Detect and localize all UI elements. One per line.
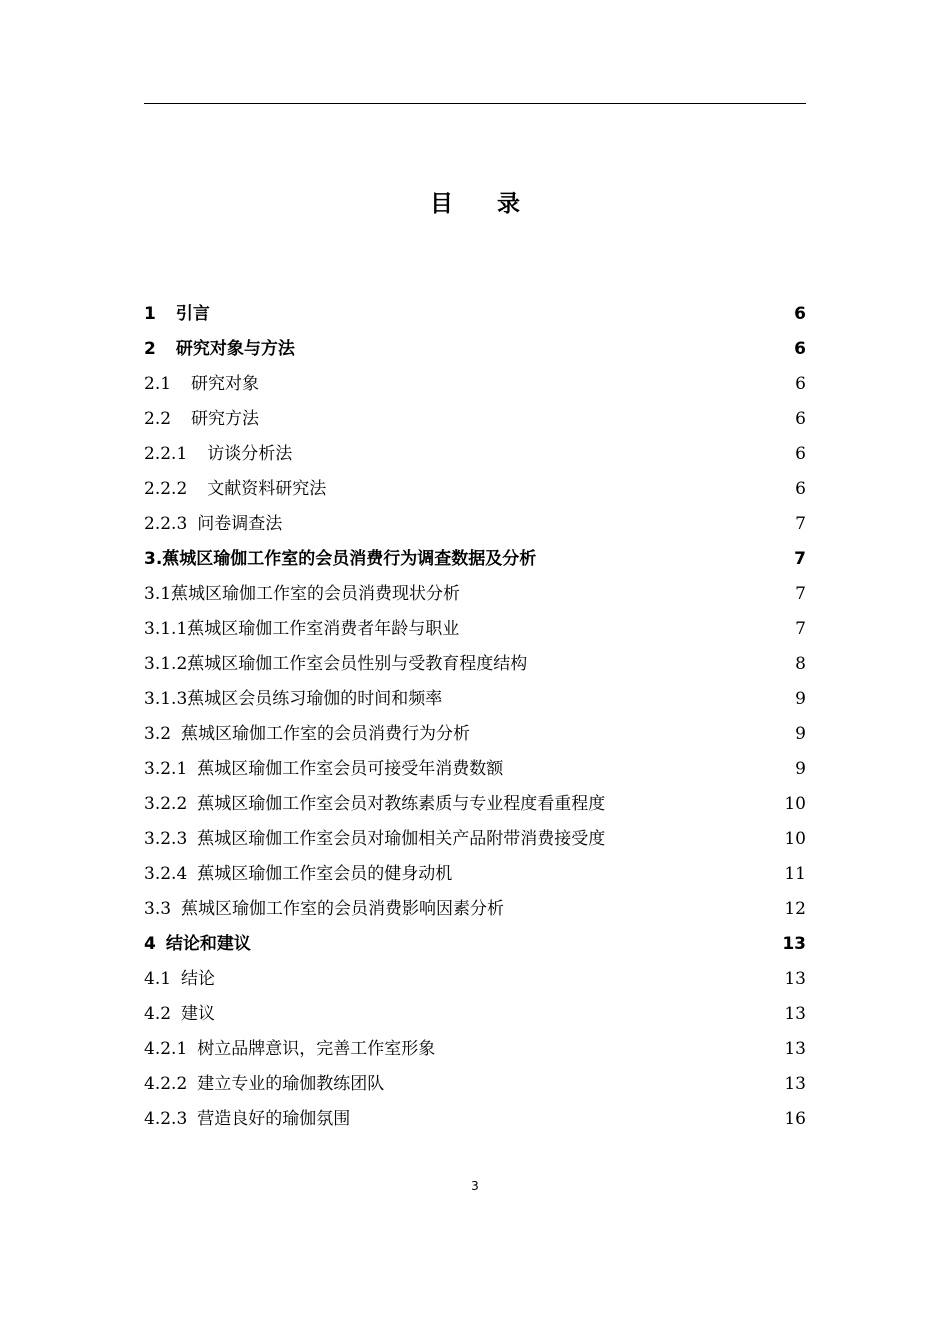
toc-entry-number: 3.1.2 — [144, 654, 188, 674]
toc-entry-heading — [144, 1102, 350, 1137]
toc-entry-heading — [144, 787, 605, 822]
toc-entry-heading — [144, 752, 503, 787]
toc-entry[interactable] — [144, 717, 806, 752]
toc-entry-heading — [144, 892, 504, 927]
toc-entry-heading — [144, 962, 215, 997]
toc-entry-number: 3.2.4 — [144, 864, 188, 884]
toc-entry-heading — [144, 367, 259, 402]
toc-entry-title: 营造良好的瑜伽氛围 — [197, 1109, 351, 1129]
toc-entry-heading — [144, 332, 295, 367]
toc-entry-number: 3.2.3 — [144, 829, 188, 849]
toc-entry-heading — [144, 647, 527, 682]
toc-entry[interactable] — [144, 787, 806, 822]
toc-entry-number: 2.1 — [144, 374, 172, 394]
toc-entry-number: 2.2.3 — [144, 514, 188, 534]
toc-entry-title: 蕉城区瑜伽工作室的会员消费行为调查数据及分析 — [162, 549, 537, 569]
toc-entry-heading — [144, 857, 452, 892]
toc-entry[interactable] — [144, 1067, 806, 1102]
toc-entry-heading — [144, 402, 259, 437]
toc-entry-heading — [144, 437, 292, 472]
toc-entry[interactable] — [144, 542, 806, 577]
toc-entry-title: 树立品牌意识，完善工作室形象 — [197, 1039, 436, 1059]
toc-entry[interactable] — [144, 1102, 806, 1137]
toc-entry-title: 蕉城区瑜伽工作室会员对教练素质与专业程度看重程度 — [197, 794, 606, 814]
toc-entry-heading — [144, 472, 326, 507]
toc-entry-title: 蕉城区瑜伽工作室消费者年龄与职业 — [187, 619, 460, 639]
toc-entry-page: 16 — [784, 1109, 806, 1129]
toc-entry-page: 9 — [795, 689, 806, 709]
toc-entry-page: 12 — [784, 899, 806, 919]
toc-entry-page: 7 — [795, 584, 806, 604]
toc-entry[interactable] — [144, 997, 806, 1032]
toc-entry-heading — [144, 822, 605, 857]
toc-entry-page: 6 — [795, 479, 806, 499]
toc-entry-heading — [144, 682, 442, 717]
toc-entry-page: 7 — [795, 514, 806, 534]
toc-entry-page: 9 — [795, 759, 806, 779]
toc-entry-heading — [144, 542, 536, 577]
toc-entry-heading — [144, 612, 459, 647]
toc-entry-number: 3.2 — [144, 724, 172, 744]
toc-entry-page: 10 — [784, 829, 806, 849]
toc-entry-page: 6 — [795, 444, 806, 464]
toc-entry-page: 6 — [794, 304, 806, 324]
toc-entry[interactable] — [144, 472, 806, 507]
toc-entry-page: 10 — [784, 794, 806, 814]
toc-entry-number: 3.1 — [144, 584, 172, 604]
toc-entry-heading — [144, 1067, 384, 1102]
toc-entry[interactable] — [144, 612, 806, 647]
toc-entry-number: 4.2.3 — [144, 1109, 188, 1129]
toc-entry-heading — [144, 577, 460, 612]
toc-entry-number: 4.1 — [144, 969, 172, 989]
toc-entry-page: 7 — [794, 549, 806, 569]
table-of-contents — [144, 297, 806, 1137]
toc-entry[interactable] — [144, 927, 806, 962]
toc-entry-number: 3. — [144, 549, 163, 569]
toc-entry-title: 研究对象 — [191, 374, 260, 394]
toc-entry-title: 文献资料研究法 — [207, 479, 327, 499]
page-number: 3 — [471, 1179, 479, 1193]
toc-entry-number: 4.2.1 — [144, 1039, 188, 1059]
toc-entry-title: 结论和建议 — [165, 934, 251, 954]
toc-entry[interactable] — [144, 367, 806, 402]
toc-entry-title: 蕉城区瑜伽工作室会员对瑜伽相关产品附带消费接受度 — [197, 829, 606, 849]
toc-entry[interactable] — [144, 437, 806, 472]
toc-entry-title: 蕉城区瑜伽工作室的会员消费行为分析 — [181, 724, 471, 744]
toc-entry-number: 2.2.2 — [144, 479, 188, 499]
toc-entry-page: 9 — [795, 724, 806, 744]
toc-entry-number: 3.2.1 — [144, 759, 188, 779]
toc-entry-page: 11 — [784, 864, 806, 884]
toc-entry[interactable] — [144, 402, 806, 437]
toc-entry-heading — [144, 1032, 435, 1067]
toc-entry-number: 1 — [144, 304, 156, 324]
header-rule — [144, 103, 806, 104]
toc-entry-page: 6 — [794, 339, 806, 359]
toc-entry-number: 3.3 — [144, 899, 172, 919]
toc-entry[interactable] — [144, 822, 806, 857]
toc-entry-heading — [144, 297, 210, 332]
toc-entry-heading — [144, 927, 251, 962]
toc-entry[interactable] — [144, 752, 806, 787]
toc-entry-heading — [144, 507, 282, 542]
page-title: 目录 — [430, 191, 564, 217]
toc-entry-number: 2.2 — [144, 409, 172, 429]
toc-entry-title: 研究对象与方法 — [175, 339, 295, 359]
toc-entry-page: 13 — [784, 1039, 806, 1059]
toc-entry-title: 研究方法 — [191, 409, 260, 429]
toc-entry-title: 建立专业的瑜伽教练团队 — [197, 1074, 385, 1094]
toc-entry-heading — [144, 717, 470, 752]
toc-entry[interactable] — [144, 892, 806, 927]
toc-entry-page: 13 — [784, 1004, 806, 1024]
toc-entry-number: 2.2.1 — [144, 444, 188, 464]
toc-entry-page: 13 — [784, 969, 806, 989]
toc-entry-page: 13 — [784, 1074, 806, 1094]
toc-entry[interactable] — [144, 647, 806, 682]
toc-entry-page: 13 — [782, 934, 806, 954]
toc-entry-title: 蕉城区瑜伽工作室的会员消费现状分析 — [171, 584, 461, 604]
toc-entry-number: 4 — [144, 934, 156, 954]
toc-entry[interactable] — [144, 297, 806, 332]
toc-entry-title: 蕉城区瑜伽工作室会员性别与受教育程度结构 — [187, 654, 528, 674]
toc-entry-number: 3.1.1 — [144, 619, 188, 639]
toc-entry-title: 建议 — [181, 1004, 216, 1024]
toc-entry[interactable] — [144, 577, 806, 612]
toc-entry[interactable] — [144, 857, 806, 892]
toc-entry[interactable] — [144, 962, 806, 997]
toc-entry-title: 结论 — [181, 969, 216, 989]
toc-entry[interactable] — [144, 507, 806, 542]
toc-entry[interactable] — [144, 332, 806, 367]
toc-entry-page: 8 — [795, 654, 806, 674]
toc-entry-title: 访谈分析法 — [207, 444, 293, 464]
toc-entry-number: 3.1.3 — [144, 689, 188, 709]
toc-entry-page: 6 — [795, 374, 806, 394]
toc-entry-title: 蕉城区瑜伽工作室的会员消费影响因素分析 — [181, 899, 505, 919]
toc-entry-number: 4.2.2 — [144, 1074, 188, 1094]
toc-entry-title: 蕉城区会员练习瑜伽的时间和频率 — [187, 689, 443, 709]
toc-entry-page: 7 — [795, 619, 806, 639]
toc-entry[interactable] — [144, 1032, 806, 1067]
toc-entry-heading — [144, 997, 215, 1032]
toc-entry[interactable] — [144, 682, 806, 717]
toc-entry-title: 蕉城区瑜伽工作室会员可接受年消费数额 — [197, 759, 504, 779]
toc-entry-title: 问卷调查法 — [197, 514, 283, 534]
toc-entry-title: 蕉城区瑜伽工作室会员的健身动机 — [197, 864, 453, 884]
toc-entry-number: 3.2.2 — [144, 794, 188, 814]
toc-entry-title: 引言 — [175, 304, 210, 324]
toc-entry-number: 2 — [144, 339, 156, 359]
toc-entry-page: 6 — [795, 409, 806, 429]
toc-entry-number: 4.2 — [144, 1004, 172, 1024]
